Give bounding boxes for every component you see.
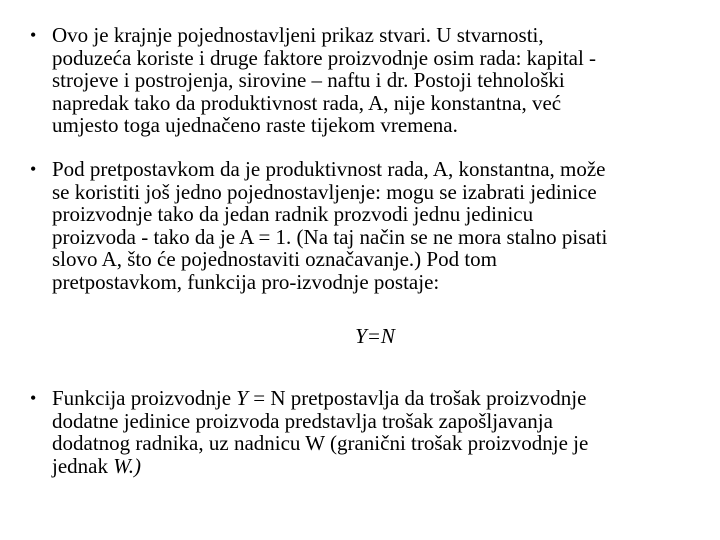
paragraph-2-line-3: proizvodnje tako da jedan radnik prozvodi jednu jedinicu (52, 202, 534, 226)
paragraph-2-line-2: se koristiti još jedno pojednostavljenje: mogu se izabrati jedinice (52, 179, 597, 204)
paragraph-1-line-3: strojeve i postrojenja, sirovine – naftu i dr. Postoji tehnološki (52, 68, 565, 92)
paragraph-2-line-4: proizvoda - tako da je A = 1. (Na taj način se ne mora stalno pisati (52, 224, 608, 249)
bullet-icon: • (30, 388, 37, 408)
paragraph-3-line-4 (52, 455, 692, 478)
paragraph-3-line-4-before: jednak (52, 453, 114, 478)
production-function-formula: Y=N (355, 324, 395, 348)
paragraph-1-line-5: umjesto toga ujednačeno raste tijekom vremena. (52, 113, 458, 137)
paragraph-1-line-2: poduzeća koriste i druge faktore proizvodnje osim rada: kapital - (52, 45, 597, 70)
paragraph-3-line-1 (52, 387, 692, 410)
paragraph-1-line-1: Ovo je krajnje pojednostavljeni prikaz stvari. U stvarnosti, (52, 23, 544, 47)
paragraph-3-line-4-italic: W.) (113, 453, 142, 478)
paragraph-3-text (52, 387, 692, 477)
paragraph-2-line-5: slovo A, što će pojednostaviti označavanje.) Pod tom (52, 247, 497, 271)
paragraph-2-line-6: pretpostavkom, funkcija pro-izvodnje postaje: (52, 269, 440, 294)
bullet-icon: • (30, 159, 37, 179)
paragraph-3-line-2: dodatne jedinice proizvoda predstavlja trošak zapošljavanja (52, 408, 553, 433)
paragraph-3-line-1-before: Funkcija proizvodnje (52, 386, 237, 410)
paragraph-2-text (52, 158, 692, 293)
paragraph-2-line-1: Pod pretpostavkom da je produktivnost rada, A, konstantna, može (52, 157, 606, 181)
paragraph-3-line-1-italic: Y (236, 386, 248, 410)
paragraph-3-line-1-after: = N pretpostavlja da trošak proizvodnje (247, 386, 587, 410)
paragraph-1-text (52, 24, 692, 137)
paragraph-1-line-4: napredak tako da produktivnost rada, A, nije konstantna, već (52, 90, 562, 115)
bullet-icon: • (30, 25, 37, 45)
paragraph-3-line-3: dodatnog radnika, uz nadnicu W (granični trošak proizvodnje je (52, 431, 589, 455)
